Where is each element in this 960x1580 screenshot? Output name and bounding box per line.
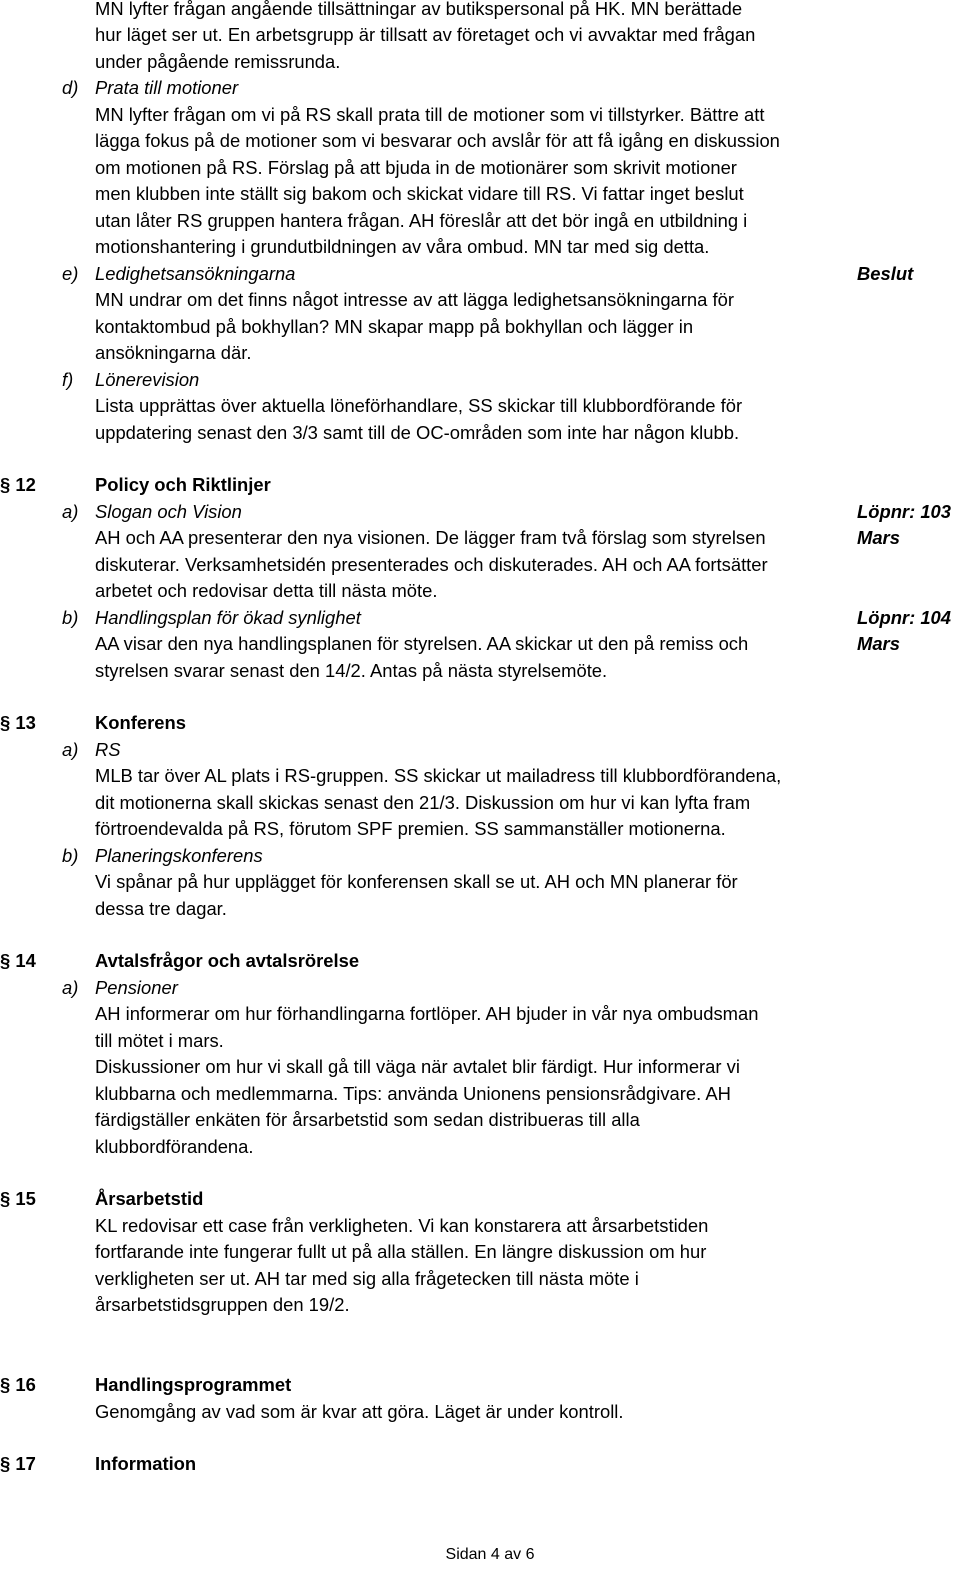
s12-a-line: arbetet och redovisar detta till nästa möte. [95,580,438,601]
item-d-line: utan låter RS gruppen hantera frågan. AH föreslår att det bör ingå en utbildning i [95,210,748,231]
s14-a-line: klubbarna och medlemmarna. Tips: använda Unionens pensionsrådgivare. AH [95,1083,731,1104]
s12-b-heading [62,605,842,632]
item-e-decision: Beslut [857,263,914,284]
s12-a-label: a) [62,501,79,522]
item-d-line: om motionen på RS. Förslag på att bjuda in de motionärer som skrivit motioner [95,157,737,178]
s14-a-title: Pensioner [95,977,178,998]
s12-a-ref-month: Mars [857,527,900,548]
section-17-title: Information [95,1453,197,1474]
intro-line: under pågående remissrunda. [95,51,341,72]
item-d-line: MN lyfter frågan om vi på RS skall prata till de motioner som vi tillstyrker. Bättre att [95,104,765,125]
s13-a-line: dit motionerna skall skickas senast den 21/3. Diskussion om hur vi kan lyfta fram [95,792,751,813]
item-f-title: Lönerevision [95,369,200,390]
s13-a-line: förtroendevalda på RS, förutom SPF premien. SS sammanställer motionerna. [95,818,726,839]
item-d-line: men klubben inte ställt sig bakom och skickat vidare till RS. Vi fattar inget beslut [95,183,744,204]
s12-b-line: AA visar den nya handlingsplanen för styrelsen. AA skickar ut den på remiss och [95,633,749,654]
s12-a-line: diskuterar. Verksamhetsidén presenterades och diskuterades. AH och AA fortsätter [95,554,768,575]
item-f-line: uppdatering senast den 3/3 samt till de OC-områden som inte har någon klubb. [95,422,740,443]
item-f-heading [62,367,842,394]
s15-line: verkligheten ser ut. AH tar med sig alla frågetecken till nästa möte i [95,1268,639,1289]
s13-a-heading [62,737,842,764]
s14-a-line: AH informerar om hur förhandlingarna fortlöper. AH bjuder in vår nya ombudsman [95,1003,759,1024]
s12-b-line: styrelsen svarar senast den 14/2. Antas på nästa styrelsemöte. [95,660,608,681]
item-f-line: Lista upprättas över aktuella löneförhandlare, SS skickar till klubbordförande för [95,395,743,416]
s16-line: Genomgång av vad som är kvar att göra. Läget är under kontroll. [95,1401,624,1422]
intro-line: hur läget ser ut. En arbetsgrupp är tillsatt av företaget och vi avvaktar med frågan [95,24,756,45]
s14-a-line: till mötet i mars. [95,1030,224,1051]
section-13-title: Konferens [95,712,186,733]
s13-b-line: dessa tre dagar. [95,898,227,919]
section-12-title: Policy och Riktlinjer [95,474,271,495]
item-e-line: ansökningarna där. [95,342,252,363]
s14-a-line: färdigställer enkäten för årsarbetstid som sedan distribueras till alla [95,1109,640,1130]
s14-a-line: Diskussioner om hur vi skall gå till väga när avtalet blir färdigt. Hur informerar vi [95,1056,740,1077]
section-13-number: § 13 [0,712,36,733]
s13-b-title: Planeringskonferens [95,845,263,866]
page-number: Sidan 4 av 6 [445,1546,535,1563]
s15-line: årsarbetstidsgruppen den 19/2. [95,1294,350,1315]
s12-b-label: b) [62,607,79,628]
section-15-title: Årsarbetstid [95,1188,204,1209]
item-d-label: d) [62,77,79,98]
s12-a-line: AH och AA presenterar den nya visionen. De lägger fram två förslag som styrelsen [95,527,766,548]
section-16-title: Handlingsprogrammet [95,1374,292,1395]
section-12-number: § 12 [0,474,36,495]
s13-b-heading [62,843,842,870]
item-d-line: lägga fokus på de motioner som vi besvarar och avslår för att få igång en diskussion [95,130,780,151]
item-d-heading [62,75,842,102]
item-e-label: e) [62,263,79,284]
intro-line: MN lyfter frågan angående tillsättningar av butikspersonal på HK. MN berättade [95,0,743,19]
s15-line: fortfarande inte fungerar fullt ut på alla ställen. En längre diskussion om hur [95,1241,707,1262]
section-17-number: § 17 [0,1453,36,1474]
s12-a-heading [62,499,842,526]
s14-a-label: a) [62,977,79,998]
item-e-line: kontaktombud på bokhyllan? MN skapar mapp på bokhyllan och lägger in [95,316,694,337]
section-14-title: Avtalsfrågor och avtalsrörelse [95,950,360,971]
item-e-heading [62,261,842,288]
item-e-line: MN undrar om det finns något intresse av att lägga ledighetsansökningarna för [95,289,734,310]
section-15-number: § 15 [0,1188,36,1209]
item-e-title: Ledighetsansökningarna [95,263,296,284]
s14-a-heading [62,975,842,1002]
s12-a-title: Slogan och Vision [95,501,242,522]
s13-a-label: a) [62,739,79,760]
s12-a-ref: Löpnr: 103 [857,501,952,522]
s13-a-title: RS [95,739,121,760]
s13-b-line: Vi spånar på hur upplägget för konferensen skall se ut. AH och MN planerar för [95,871,738,892]
s14-a-line: klubbordförandena. [95,1136,254,1157]
item-f-label: f) [62,369,74,390]
s12-b-title: Handlingsplan för ökad synlighet [95,607,361,628]
section-14-number: § 14 [0,950,36,971]
s12-b-ref: Löpnr: 104 [857,607,952,628]
item-d-line: motionshantering i grundutbildningen av våra ombud. MN tar med sig detta. [95,236,710,257]
section-16-number: § 16 [0,1374,36,1395]
s15-line: KL redovisar ett case från verkligheten. Vi kan konstarera att årsarbetstiden [95,1215,709,1236]
s13-a-line: MLB tar över AL plats i RS-gruppen. SS skickar ut mailadress till klubbordförandena, [95,765,782,786]
item-d-title: Prata till motioner [95,77,239,98]
s12-b-ref-month: Mars [857,633,900,654]
s13-b-label: b) [62,845,79,866]
